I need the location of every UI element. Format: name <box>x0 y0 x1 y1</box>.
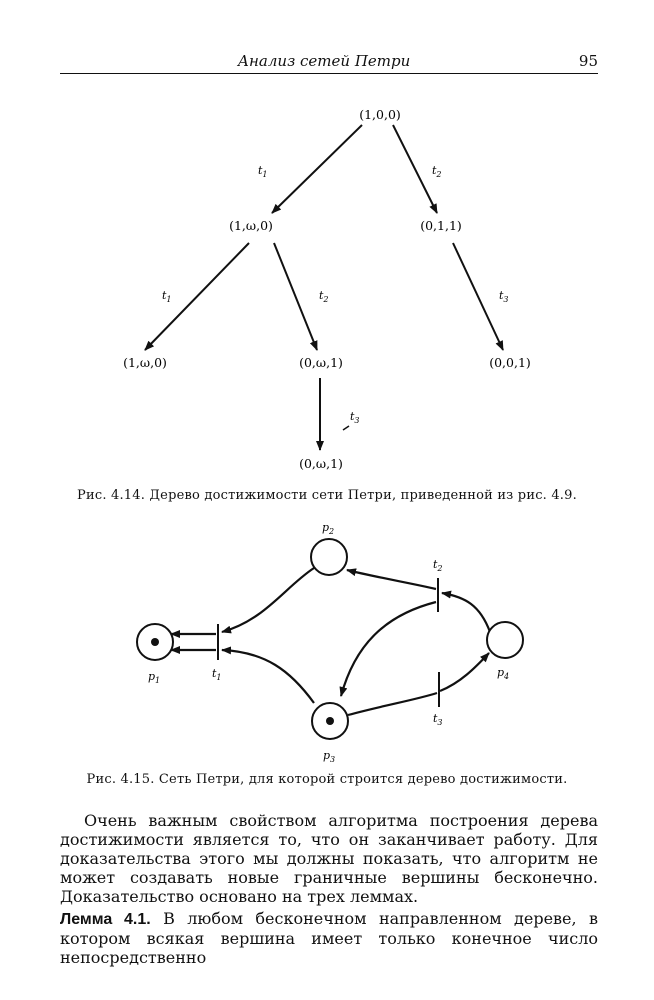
tree-edge-n0-n2 <box>393 125 437 213</box>
lemma-4-1 <box>60 909 598 967</box>
arc-t3-p4 <box>440 653 489 691</box>
arc-p3-t3 <box>348 693 437 715</box>
transition-label-t2: $t_2$ <box>433 558 443 573</box>
arc-t2-p3 <box>341 602 436 696</box>
token-p1 <box>151 638 159 646</box>
stray-tick-mark <box>343 426 349 430</box>
tree-edge-label-e1: $t_1$ <box>258 164 268 179</box>
place-label-p1: $p_1$ <box>148 670 161 685</box>
arc-t2-p2 <box>347 570 436 589</box>
body-paragraph <box>60 811 598 906</box>
transition-label-t3: $t_3$ <box>433 712 443 727</box>
figure-caption-4-15: Рис. 4.15. Сеть Петри, для которой строится дерево достижимости. <box>86 772 568 787</box>
tree-edge-n1-n3 <box>145 243 249 350</box>
tree-node-n2: (0,1,1) <box>420 218 462 233</box>
place-p4 <box>487 622 523 658</box>
lemma-text: В любом бесконечном направленном дереве, в котором всякая вершина имеет только конечное число непосредственно <box>60 909 599 967</box>
arc-p3-t1 <box>222 650 314 703</box>
reachability-tree-figure <box>0 90 654 485</box>
tree-edge-n0-n1 <box>272 125 362 213</box>
tree-edge-label-e6: $t_3$ <box>350 410 360 425</box>
tree-edge-label-e5: $t_3$ <box>499 289 509 304</box>
tree-node-n1: (1,ω,0) <box>229 218 273 233</box>
tree-node-n6: (0,ω,1) <box>299 456 343 471</box>
tree-node-n4: (0,ω,1) <box>299 355 343 370</box>
header-rule <box>60 73 598 74</box>
tree-edge-n1-n4 <box>274 243 317 350</box>
tree-edge-label-e4: $t_2$ <box>319 289 329 304</box>
place-label-p3: $p_3$ <box>323 749 336 764</box>
transition-label-t1: $t_1$ <box>212 667 222 682</box>
figure-caption-4-14: Рис. 4.14. Дерево достижимости сети Петри, приведенной из рис. 4.9. <box>77 488 577 503</box>
tree-edge-n2-n5 <box>453 243 503 350</box>
arc-p4-t2 <box>442 593 490 632</box>
lemma-title: Лемма 4.1. <box>60 911 151 928</box>
page-number: 95 <box>578 52 598 70</box>
petri-net-figure <box>0 525 654 770</box>
arc-p2-t1 <box>222 568 314 632</box>
tree-node-n0: (1,0,0) <box>359 107 401 122</box>
tree-node-n3: (1,ω,0) <box>123 355 167 370</box>
tree-node-n5: (0,0,1) <box>489 355 531 370</box>
place-label-p4: $p_4$ <box>497 666 510 681</box>
tree-edge-label-e3: $t_1$ <box>162 289 172 304</box>
place-label-p2: $p_2$ <box>322 525 335 536</box>
running-title: Анализ сетей Петри <box>237 52 411 70</box>
paragraph-text: Очень важным свойством алгоритма построения дерева достижимости является то, что он заканчивает работу. Для доказательства этого мы должны показать, что алгоритм не может создавать новые граничные вершины бесконечно. Доказательство основано на трех леммах. <box>60 811 598 906</box>
place-p2 <box>311 539 347 575</box>
tree-edge-label-e2: $t_2$ <box>432 164 442 179</box>
token-p3 <box>326 717 334 725</box>
